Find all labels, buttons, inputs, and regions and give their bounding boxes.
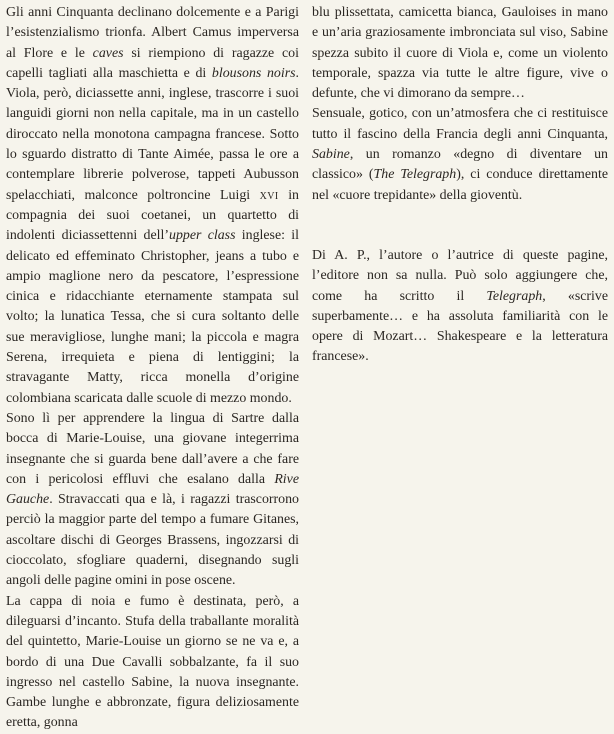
text-run: , «scrive superbamente… e ha assoluta familiarità con le opere di Mozart… Shakespeare e la letteratura francese». bbox=[312, 288, 608, 365]
paragraph-lessons bbox=[6, 409, 299, 592]
text-run: La cappa di noia e fumo è destinata, però, a dileguarsi d’incanto. Stufa della traballante moralità del quintetto, Marie-Louise un giorno se ne va e, a bordo di una Due Cavalli sobbalzante, fa il suo ingresso nel castello Sabine, la nuova insegnante. Gambe lunghe e abbronzate, figura deliziosamente eretta, gonna bbox=[6, 593, 299, 731]
newspaper-name: The Telegraph bbox=[373, 167, 457, 183]
paragraph-blurb bbox=[312, 104, 608, 205]
text-run: . Stravaccati qua e là, i ragazzi trascorrono perciò la maggior parte del tempo a fumare Gitanes, ascoltare dischi di Georges Brassens, ingozzarsi di cioccolato, sfogliare quaderni, disegnando sugli angoli delle pagine omini in pose oscene. bbox=[6, 492, 299, 589]
text-run: si riempiono di ragazze coi capelli tagliati alla maschietta e di bbox=[6, 45, 299, 81]
paragraph-gap bbox=[312, 206, 608, 246]
newspaper-name: Telegraph bbox=[486, 288, 543, 304]
text-run: . Viola, però, diciassette anni, inglese, trascorre i suoi languidi giorni non nella capitale, ma in un castello diroccato nella monotona campagna francese. Sotto lo sguardo distratto di Tante Aimée, passa le ore a contemplare librerie polverose, tappeti Aubusson spelacchiati, malconce poltroncine Luigi bbox=[6, 65, 299, 203]
text-run: blu plissettata, camicetta bianca, Gauloises in mano e un’aria graziosamente imbronciata sul viso, Sabine spezza subito il cuore di Viola e, come un violento temporale, spazza via tutte le altre figure, vive o defunte, che vi dimorano da sempre… bbox=[312, 5, 608, 102]
text-run: ), ci conduce direttamente nel «cuore trepidante» della gioventù. bbox=[312, 167, 608, 203]
roman-numeral: xvi bbox=[259, 187, 279, 203]
italic-term: upper class bbox=[169, 228, 236, 244]
paragraph-sabine-continued bbox=[312, 3, 608, 104]
text-run: Sensuale, gotico, con un’atmosfera che ci restituisce tutto il fascino della Francia degli anni Cinquanta, bbox=[312, 106, 608, 142]
book-title: Sabine bbox=[312, 147, 350, 163]
left-column bbox=[6, 3, 299, 734]
right-column bbox=[312, 3, 608, 368]
text-run: Di A. P., l’autore o l’autrice di queste pagine, l’editore non sa nulla. Può solo aggiungere che, come ha scritto il bbox=[312, 247, 608, 304]
italic-term: blousons noirs bbox=[211, 65, 296, 81]
text-run: in compagnia dei suoi coetanei, un quartetto di indolenti diciassettenni dell’ bbox=[6, 187, 300, 244]
text-run: inglese: il delicato ed effeminato Christopher, jeans a tubo e ampio maglione nero da pescatore, l’espressione cinica e ridacchiante eternamente stampata sul volto; la lunatica Tessa, che si cura soltanto delle sue meravigliose, lunghe mani; la piccola e magra Serena, irrequieta e piena di lentiggini; la stravagante Matty, ricca monella d’origine colombiana scaricata dalle scuole di mezzo mondo. bbox=[6, 228, 299, 406]
paragraph-setting bbox=[6, 3, 299, 409]
paragraph-author-note bbox=[312, 246, 608, 368]
paragraph-sabine-arrival bbox=[6, 592, 299, 734]
text-run: Gli anni Cinquanta declinano dolcemente e a Parigi l’esistenzialismo trionfa. Albert Camus imperversa al Flore e le bbox=[6, 5, 299, 61]
text-run: , un romanzo «degno di diventare un classico» ( bbox=[312, 147, 608, 183]
italic-term: Rive Gauche bbox=[6, 471, 299, 508]
text-run: Sono lì per apprendere la lingua di Sartre dalla bocca di Marie-Louise, una giovane integerrima insegnante che si guarda bene dall’avere a che fare con i pericolosi effluvi che esalano dalla bbox=[6, 410, 299, 487]
italic-term: caves bbox=[92, 45, 124, 61]
